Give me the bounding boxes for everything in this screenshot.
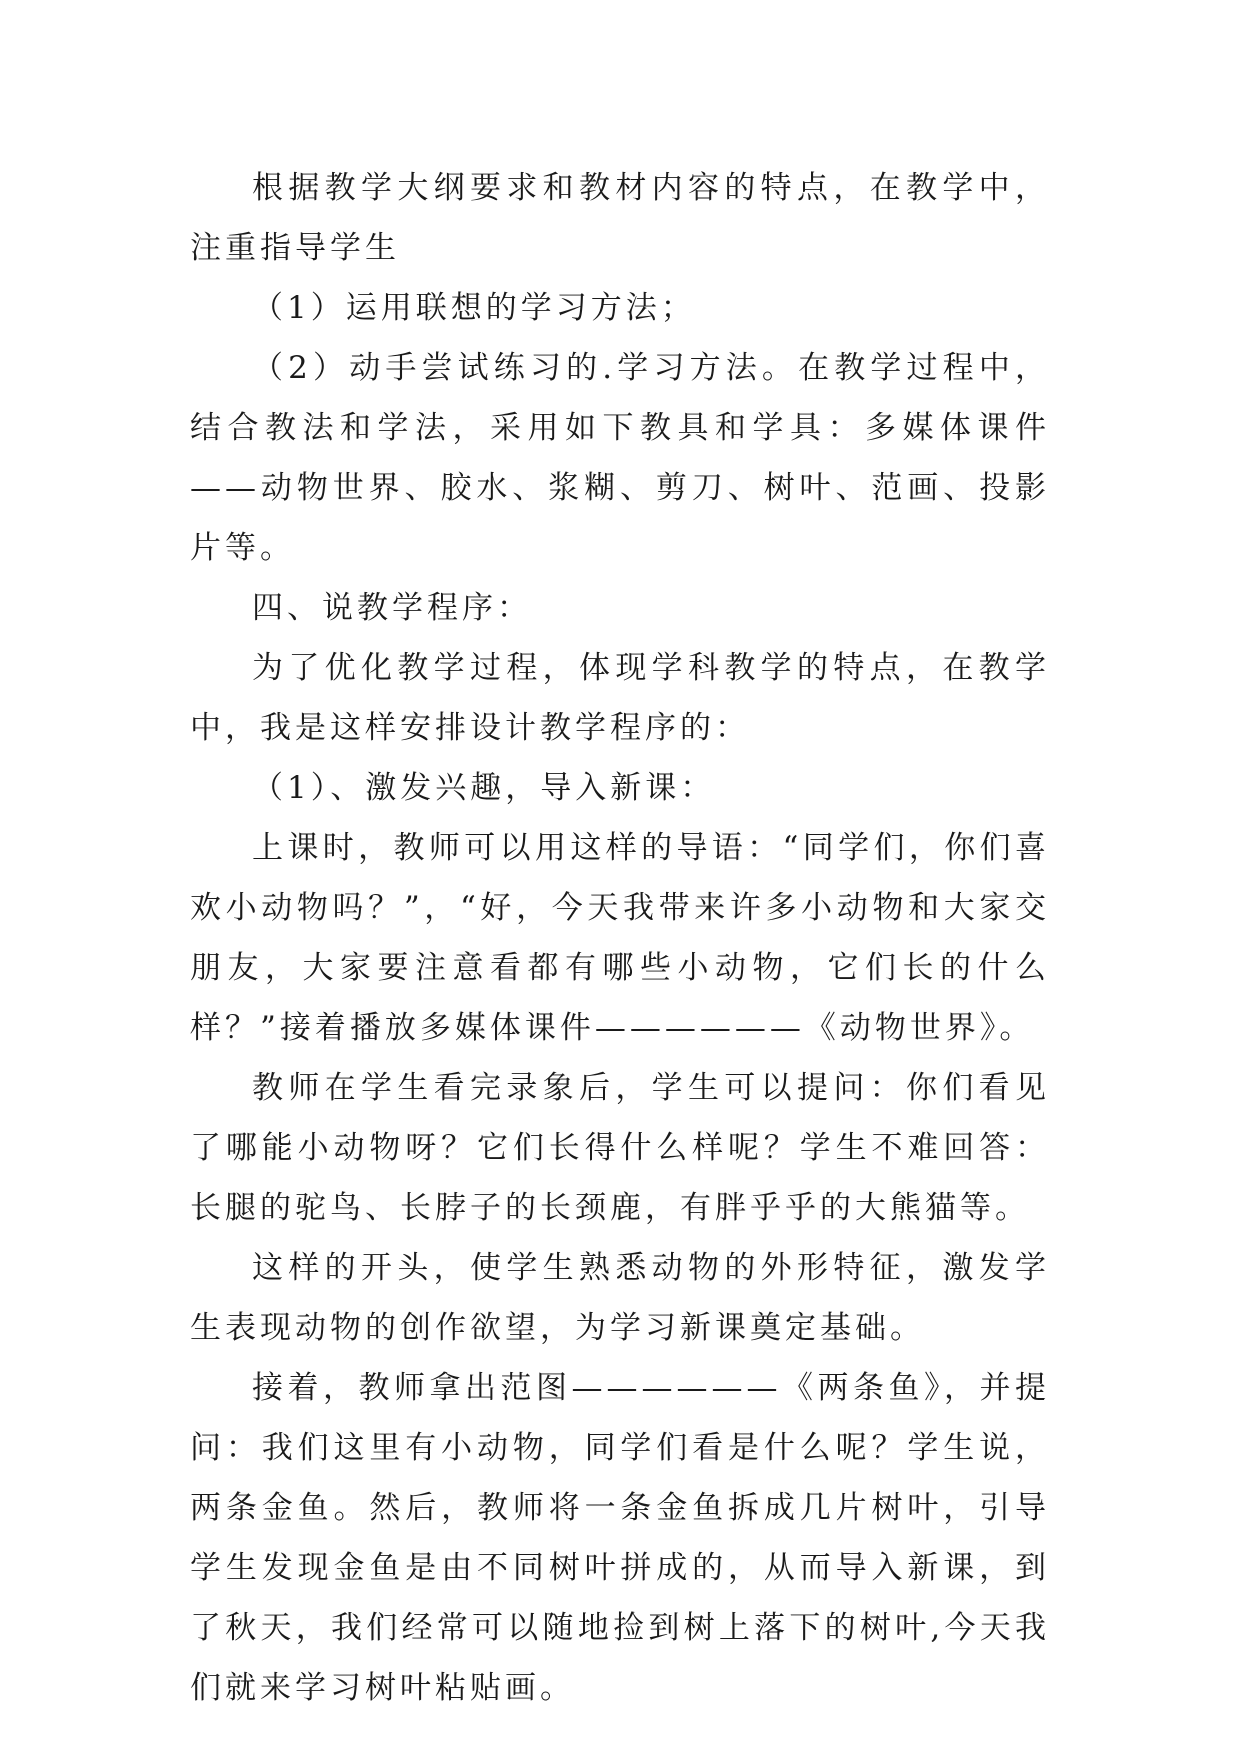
paragraph: 这样的开头，使学生熟悉动物的外形特征，激发学生表现动物的创作欲望，为学习新课奠定基础。 — [190, 1250, 1050, 1346]
subsection-heading: （1）、激发兴趣，导入新课： — [252, 770, 716, 806]
paragraph: 为了优化教学过程，体现学科教学的特点，在教学中，我是这样安排设计教学程序的： — [190, 650, 1050, 746]
paragraph: 上课时，教师可以用这样的导语：“同学们，你们喜欢小动物吗？”，“好，今天我带来许多小动物和大家交朋友，大家要注意看都有哪些小动物，它们长的什么样？”接着播放多媒体课件——————《动物世界》。 — [190, 830, 1050, 1046]
section-heading: 四、说教学程序： — [252, 590, 532, 626]
paragraph: 根据教学大纲要求和教材内容的特点，在教学中，注重指导学生 — [190, 170, 1050, 266]
paragraph: （1）运用联想的学习方法； — [252, 290, 696, 326]
paragraph: （2）动手尝试练习的.学习方法。在教学过程中，结合教法和学法，采用如下教具和学具：多媒体课件——动物世界、胶水、浆糊、剪刀、树叶、范画、投影片等。 — [190, 350, 1050, 566]
document-body — [190, 158, 1050, 1718]
paragraph: 教师在学生看完录象后，学生可以提问：你们看见了哪能小动物呀？它们长得什么样呢？学生不难回答：长腿的驼鸟、长脖子的长颈鹿，有胖乎乎的大熊猫等。 — [190, 1070, 1050, 1226]
paragraph: 接着，教师拿出范图——————《两条鱼》，并提问：我们这里有小动物，同学们看是什么呢？学生说，两条金鱼。然后，教师将一条金鱼拆成几片树叶，引导学生发现金鱼是由不同树叶拼成的，从而导入新课，到了秋天，我们经常可以随地捡到树上落下的树叶,今天我们就来学习树叶粘贴画。 — [190, 1370, 1050, 1706]
